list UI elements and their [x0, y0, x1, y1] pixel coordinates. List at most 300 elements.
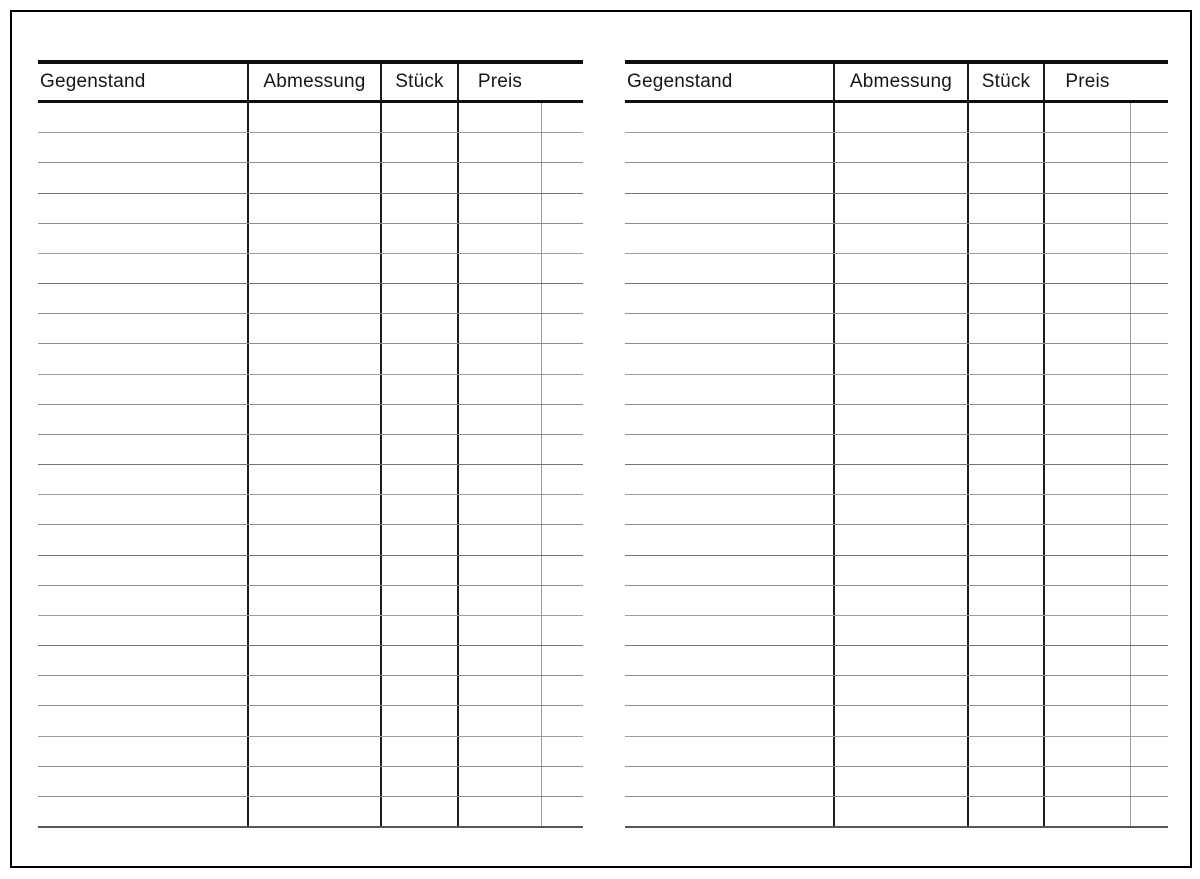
preis-divider-line [1130, 737, 1131, 766]
cell-preis [1043, 586, 1168, 615]
cell-preis [457, 797, 583, 826]
cell-stueck [380, 646, 457, 675]
preis-divider-line [1130, 435, 1131, 464]
table-row [625, 797, 1168, 828]
table-row [38, 646, 583, 676]
cell-abmessung [833, 737, 967, 766]
cell-gegenstand [38, 616, 247, 645]
table-row [625, 344, 1168, 374]
table-row [625, 646, 1168, 676]
cell-preis [1043, 465, 1168, 494]
cell-preis [1043, 314, 1168, 343]
cell-abmessung [247, 465, 380, 494]
cell-stueck [967, 314, 1043, 343]
table-row [625, 405, 1168, 435]
cell-stueck [967, 525, 1043, 554]
preis-divider-line [541, 706, 542, 735]
cell-preis [1043, 344, 1168, 373]
cell-abmessung [833, 284, 967, 313]
table-row [625, 103, 1168, 133]
cell-stueck [380, 495, 457, 524]
table-row [38, 254, 583, 284]
cell-stueck [380, 375, 457, 404]
preis-divider-line [1130, 314, 1131, 343]
cell-abmessung [833, 194, 967, 223]
table-row [38, 797, 583, 828]
table-row [38, 405, 583, 435]
cell-stueck [967, 435, 1043, 464]
preis-divider-line [541, 767, 542, 796]
table-row [38, 163, 583, 193]
table-row [38, 616, 583, 646]
cell-stueck [380, 163, 457, 192]
cell-gegenstand [625, 435, 833, 464]
table-row [625, 224, 1168, 254]
cell-abmessung [833, 405, 967, 434]
preis-divider-line [541, 284, 542, 313]
preis-divider-line [541, 163, 542, 192]
cell-gegenstand [625, 344, 833, 373]
cell-abmessung [247, 495, 380, 524]
preis-divider-line [1130, 133, 1131, 162]
cell-gegenstand [38, 495, 247, 524]
table-row [38, 133, 583, 163]
cell-preis [457, 163, 583, 192]
cell-stueck [967, 556, 1043, 585]
cell-stueck [967, 465, 1043, 494]
cell-gegenstand [625, 797, 833, 826]
cell-gegenstand [38, 284, 247, 313]
preis-divider-line [541, 375, 542, 404]
cell-gegenstand [625, 254, 833, 283]
cell-stueck [380, 224, 457, 253]
preis-divider-line [541, 616, 542, 645]
table-row [38, 375, 583, 405]
cell-preis [457, 586, 583, 615]
preis-divider-line [541, 495, 542, 524]
cell-abmessung [247, 616, 380, 645]
table-row [625, 254, 1168, 284]
cell-abmessung [247, 314, 380, 343]
cell-preis [457, 405, 583, 434]
preis-divider-line [541, 133, 542, 162]
table-row [38, 344, 583, 374]
preis-divider-line [541, 405, 542, 434]
cell-abmessung [833, 706, 967, 735]
preis-divider-line [1130, 616, 1131, 645]
cell-preis [1043, 525, 1168, 554]
table-row [625, 284, 1168, 314]
preis-divider-line [1130, 284, 1131, 313]
cell-stueck [380, 284, 457, 313]
preis-divider-line [1130, 495, 1131, 524]
cell-abmessung [833, 344, 967, 373]
preis-divider-line [1130, 767, 1131, 796]
cell-stueck [967, 706, 1043, 735]
cell-preis [457, 314, 583, 343]
cell-preis [1043, 133, 1168, 162]
preis-divider-line [541, 314, 542, 343]
cell-stueck [380, 767, 457, 796]
preis-divider-line [1130, 103, 1131, 132]
cell-abmessung [833, 616, 967, 645]
preis-divider-line [541, 556, 542, 585]
cell-abmessung [247, 103, 380, 132]
table-row [625, 435, 1168, 465]
table-row [38, 706, 583, 736]
cell-gegenstand [625, 737, 833, 766]
column-header-gegenstand: Gegenstand [627, 71, 733, 92]
cell-preis [1043, 435, 1168, 464]
cell-preis [1043, 556, 1168, 585]
cell-stueck [967, 616, 1043, 645]
cell-abmessung [833, 224, 967, 253]
cell-stueck [380, 344, 457, 373]
preis-divider-line [541, 254, 542, 283]
cell-gegenstand [625, 586, 833, 615]
cell-stueck [967, 375, 1043, 404]
cell-gegenstand [38, 254, 247, 283]
preis-divider-line [1130, 586, 1131, 615]
cell-gegenstand [38, 314, 247, 343]
cell-abmessung [247, 767, 380, 796]
preis-divider-line [1130, 797, 1131, 826]
cell-preis [457, 616, 583, 645]
cell-abmessung [247, 676, 380, 705]
preis-divider-line [1130, 194, 1131, 223]
cell-gegenstand [38, 435, 247, 464]
cell-abmessung [833, 646, 967, 675]
table-body [38, 103, 583, 828]
cell-stueck [967, 646, 1043, 675]
preis-divider-line [1130, 706, 1131, 735]
cell-stueck [380, 586, 457, 615]
cell-gegenstand [625, 495, 833, 524]
cell-abmessung [833, 556, 967, 585]
cell-preis [1043, 495, 1168, 524]
cell-preis [1043, 224, 1168, 253]
cell-abmessung [247, 405, 380, 434]
preis-divider-line [541, 435, 542, 464]
table-row [38, 586, 583, 616]
cell-abmessung [833, 435, 967, 464]
cell-gegenstand [625, 133, 833, 162]
cell-abmessung [833, 495, 967, 524]
preis-divider-line [541, 586, 542, 615]
preis-divider-line [1130, 465, 1131, 494]
price-list-table-right [625, 60, 1168, 828]
cell-abmessung [247, 163, 380, 192]
table-row [625, 465, 1168, 495]
column-header-abmessung: Abmessung [833, 64, 967, 100]
table-body [625, 103, 1168, 828]
preis-divider-line [541, 194, 542, 223]
table-row [38, 284, 583, 314]
cell-abmessung [833, 767, 967, 796]
table-row [625, 586, 1168, 616]
table-row [38, 194, 583, 224]
cell-abmessung [833, 797, 967, 826]
cell-gegenstand [625, 646, 833, 675]
cell-gegenstand [625, 103, 833, 132]
cell-preis [1043, 103, 1168, 132]
table-row [625, 616, 1168, 646]
preis-divider-line [541, 525, 542, 554]
cell-stueck [967, 224, 1043, 253]
cell-stueck [380, 435, 457, 464]
cell-abmessung [247, 435, 380, 464]
cell-abmessung [833, 254, 967, 283]
preis-divider-line [1130, 556, 1131, 585]
cell-preis [1043, 646, 1168, 675]
table-row [625, 133, 1168, 163]
column-header-stueck: Stück [380, 64, 457, 100]
cell-preis [1043, 797, 1168, 826]
cell-abmessung [247, 375, 380, 404]
preis-divider-line [541, 224, 542, 253]
cell-stueck [967, 797, 1043, 826]
cell-abmessung [833, 133, 967, 162]
cell-preis [1043, 254, 1168, 283]
cell-stueck [380, 737, 457, 766]
cell-stueck [380, 133, 457, 162]
cell-abmessung [833, 375, 967, 404]
table-row [625, 706, 1168, 736]
preis-divider-line [1130, 525, 1131, 554]
cell-stueck [967, 254, 1043, 283]
column-header-preis: Preis [1043, 64, 1168, 100]
cell-stueck [967, 586, 1043, 615]
cell-gegenstand [38, 767, 247, 796]
table-row [625, 314, 1168, 344]
cell-stueck [967, 344, 1043, 373]
cell-gegenstand [625, 767, 833, 796]
cell-gegenstand [625, 224, 833, 253]
cell-abmessung [247, 525, 380, 554]
table-row [38, 737, 583, 767]
cell-abmessung [833, 314, 967, 343]
cell-stueck [380, 103, 457, 132]
table-row [38, 495, 583, 525]
cell-gegenstand [625, 525, 833, 554]
cell-stueck [380, 465, 457, 494]
cell-stueck [967, 133, 1043, 162]
cell-gegenstand [38, 344, 247, 373]
cell-preis [457, 646, 583, 675]
cell-preis [457, 706, 583, 735]
cell-preis [457, 344, 583, 373]
cell-preis [457, 525, 583, 554]
cell-gegenstand [38, 676, 247, 705]
cell-preis [457, 284, 583, 313]
table-row [38, 224, 583, 254]
cell-preis [1043, 737, 1168, 766]
cell-abmessung [833, 586, 967, 615]
cell-abmessung [833, 163, 967, 192]
cell-abmessung [247, 284, 380, 313]
cell-abmessung [833, 525, 967, 554]
price-list-table-left [38, 60, 583, 828]
table-row [38, 676, 583, 706]
cell-gegenstand [38, 525, 247, 554]
preis-divider-line [541, 465, 542, 494]
preis-divider-line [1130, 646, 1131, 675]
cell-preis [457, 737, 583, 766]
cell-gegenstand [38, 103, 247, 132]
preis-divider-line [1130, 676, 1131, 705]
cell-gegenstand [38, 586, 247, 615]
cell-gegenstand [38, 797, 247, 826]
cell-abmessung [247, 344, 380, 373]
cell-abmessung [833, 465, 967, 494]
preis-divider-line [541, 344, 542, 373]
table-row [625, 194, 1168, 224]
cell-gegenstand [625, 194, 833, 223]
cell-preis [1043, 375, 1168, 404]
cell-gegenstand [625, 314, 833, 343]
cell-stueck [380, 676, 457, 705]
cell-gegenstand [38, 556, 247, 585]
table-row [38, 465, 583, 495]
cell-stueck [967, 405, 1043, 434]
cell-gegenstand [625, 405, 833, 434]
cell-preis [457, 676, 583, 705]
cell-preis [457, 495, 583, 524]
cell-abmessung [247, 556, 380, 585]
cell-abmessung [247, 737, 380, 766]
preis-divider-line [541, 676, 542, 705]
cell-preis [457, 254, 583, 283]
cell-abmessung [247, 254, 380, 283]
cell-abmessung [247, 224, 380, 253]
header-row [625, 64, 1168, 100]
table-row [625, 737, 1168, 767]
preis-divider-line [1130, 163, 1131, 192]
cell-gegenstand [38, 465, 247, 494]
cell-gegenstand [625, 556, 833, 585]
cell-preis [1043, 706, 1168, 735]
cell-gegenstand [625, 616, 833, 645]
cell-preis [457, 133, 583, 162]
cell-abmessung [247, 706, 380, 735]
preis-divider-line [1130, 405, 1131, 434]
table-row [625, 676, 1168, 706]
cell-gegenstand [625, 706, 833, 735]
cell-stueck [380, 556, 457, 585]
cell-preis [1043, 616, 1168, 645]
table-row [38, 525, 583, 555]
table-row [38, 103, 583, 133]
preis-divider-line [541, 646, 542, 675]
preis-divider-line [1130, 224, 1131, 253]
cell-abmessung [247, 797, 380, 826]
table-row [38, 767, 583, 797]
cell-stueck [967, 194, 1043, 223]
preis-divider-line [541, 103, 542, 132]
cell-stueck [380, 194, 457, 223]
cell-stueck [967, 737, 1043, 766]
cell-gegenstand [625, 465, 833, 494]
cell-stueck [967, 676, 1043, 705]
cell-abmessung [247, 194, 380, 223]
table-row [625, 525, 1168, 555]
cell-stueck [967, 103, 1043, 132]
cell-gegenstand [38, 706, 247, 735]
cell-preis [1043, 767, 1168, 796]
cell-gegenstand [38, 646, 247, 675]
table-row [625, 163, 1168, 193]
cell-gegenstand [625, 284, 833, 313]
preis-divider-line [541, 737, 542, 766]
column-header-stueck: Stück [967, 64, 1043, 100]
cell-gegenstand [38, 405, 247, 434]
cell-preis [457, 767, 583, 796]
preis-divider-line [541, 797, 542, 826]
cell-stueck [380, 254, 457, 283]
cell-preis [457, 224, 583, 253]
header-row [38, 64, 583, 100]
table-row [625, 767, 1168, 797]
table-row [625, 495, 1168, 525]
cell-gegenstand [625, 676, 833, 705]
table-row [625, 375, 1168, 405]
cell-gegenstand [625, 163, 833, 192]
cell-preis [457, 103, 583, 132]
cell-stueck [380, 525, 457, 554]
table-row [38, 556, 583, 586]
cell-gegenstand [625, 375, 833, 404]
cell-preis [457, 435, 583, 464]
cell-gegenstand [38, 133, 247, 162]
preis-divider-line [1130, 375, 1131, 404]
cell-preis [457, 194, 583, 223]
cell-abmessung [247, 646, 380, 675]
table-row [625, 556, 1168, 586]
table-row [38, 435, 583, 465]
cell-stueck [380, 314, 457, 343]
cell-abmessung [247, 586, 380, 615]
cell-gegenstand [38, 224, 247, 253]
column-header-gegenstand: Gegenstand [40, 71, 146, 92]
cell-gegenstand [38, 194, 247, 223]
cell-stueck [967, 163, 1043, 192]
cell-abmessung [833, 676, 967, 705]
cell-gegenstand [38, 737, 247, 766]
cell-stueck [967, 767, 1043, 796]
cell-preis [1043, 284, 1168, 313]
cell-preis [1043, 405, 1168, 434]
preis-divider-line [1130, 254, 1131, 283]
cell-stueck [380, 616, 457, 645]
cell-preis [1043, 194, 1168, 223]
cell-preis [1043, 676, 1168, 705]
cell-preis [457, 556, 583, 585]
preis-divider-line [1130, 344, 1131, 373]
column-header-abmessung: Abmessung [247, 64, 380, 100]
cell-preis [457, 375, 583, 404]
cell-abmessung [833, 103, 967, 132]
cell-preis [1043, 163, 1168, 192]
cell-stueck [380, 405, 457, 434]
table-row [38, 314, 583, 344]
cell-stueck [967, 495, 1043, 524]
cell-preis [457, 465, 583, 494]
cell-stueck [967, 284, 1043, 313]
cell-stueck [380, 797, 457, 826]
cell-stueck [380, 706, 457, 735]
cell-abmessung [247, 133, 380, 162]
cell-gegenstand [38, 375, 247, 404]
